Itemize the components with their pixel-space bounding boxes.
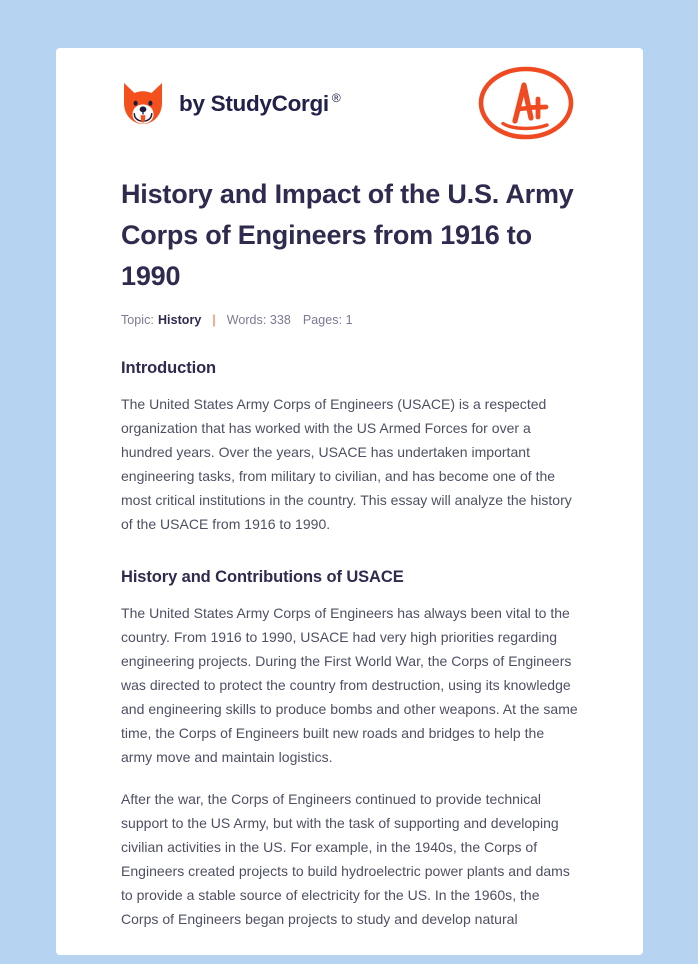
meta-topic-value[interactable]: History	[157, 313, 202, 327]
meta-pages: Pages: 1	[302, 313, 353, 327]
document-meta	[121, 313, 578, 327]
document-page	[56, 48, 643, 955]
meta-words: Words: 338	[226, 313, 291, 327]
corgi-logo-icon	[121, 81, 165, 127]
brand-name-label: StudyCorgi	[210, 91, 329, 116]
studycorgi-brand[interactable]	[121, 81, 340, 127]
section-paragraph: After the war, the Corps of Engineers continued to provide technical support to the US Army, but with the task of supporting and developing civilian activities in the US. For example, in the 1940s, the Corps of Engineers created projects to build hydroelectric power plants and dams to provide a stable source of electricity for the US. In the 1960s, the Corps of Engineers began projects to study and develop natural	[121, 791, 570, 927]
meta-topic-label: Topic:	[121, 313, 154, 327]
brand-by-label: by	[179, 91, 205, 116]
document-header	[121, 48, 578, 152]
registered-trademark-icon: ®	[331, 91, 341, 105]
page-title: History and Impact of the U.S. Army Corps of Engineers from 1916 to 1990	[121, 179, 574, 291]
section-paragraph: The United States Army Corps of Engineers has always been vital to the country. From 1916 to 1990, USACE had very high priorities regarding engineering projects. During the First World War, the Corps of Engineers was directed to protect the country from destruction, using its knowledge and engineering skills to produce bombs and other weapons. At the same time, the Corps of Engineers built new roads and bridges to help the army move and maintain logistics.	[121, 605, 578, 765]
section-paragraph: The United States Army Corps of Engineers (USACE) is a respected organization that has worked with the US Armed Forces for over a hundred years. Over the years, USACE has undertaken important engineering tasks, from military to civilian, and has become one of the most critical institutions in the country. This essay will analyze the history of the USACE from 1916 to 1990.	[121, 396, 572, 532]
section-heading-history-contributions: History and Contributions of USACE	[121, 568, 404, 586]
a-plus-grade-icon	[474, 63, 578, 145]
brand-wordmark	[179, 91, 340, 117]
section-heading-introduction: Introduction	[121, 359, 217, 377]
meta-separator: |	[212, 313, 216, 327]
